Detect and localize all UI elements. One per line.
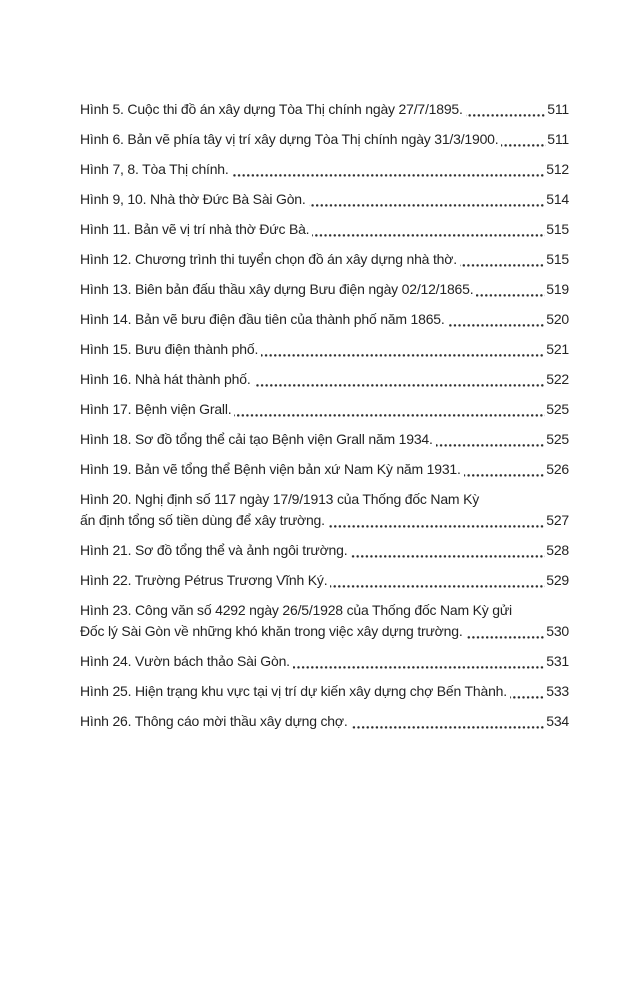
toc-entry: [80, 570, 569, 591]
figure-caption: Hình 15. Bưu điện thành phố.: [80, 341, 259, 357]
dot-leader: [460, 264, 545, 267]
page-number: 529: [546, 572, 569, 588]
page-number: 533: [546, 683, 569, 699]
figure-caption: Hình 11. Bản vẽ vị trí nhà thờ Đức Bà.: [80, 221, 310, 237]
figure-caption: Hình 5. Cuộc thi đồ án xây dựng Tòa Thị chính ngày 27/7/1895.: [80, 101, 463, 117]
toc-entry-line: [80, 459, 569, 480]
figure-caption: Hình 25. Hiện trạng khu vực tại vị trí dự kiến xây dựng chợ Bến Thành.: [80, 683, 507, 699]
dot-leader: [350, 555, 545, 558]
figure-caption: Hình 14. Bản vẽ bưu điện đầu tiên của thành phố năm 1865.: [80, 311, 445, 327]
page-number: 527: [546, 512, 569, 528]
toc-entry-line: [80, 309, 569, 330]
toc-entry: [80, 159, 569, 180]
toc-entry: [80, 129, 569, 150]
figure-caption: Hình 13. Biên bản đấu thầu xây dựng Bưu điện ngày 02/12/1865.: [80, 281, 474, 297]
dot-leader: [466, 114, 547, 117]
page-number: 511: [547, 131, 569, 147]
figure-list: [80, 99, 569, 741]
dot-leader: [328, 525, 545, 528]
toc-entry: [80, 339, 569, 360]
dot-leader: [510, 696, 545, 699]
toc-entry: [80, 711, 569, 732]
dot-leader: [464, 474, 546, 477]
toc-entry-line: [80, 489, 569, 510]
toc-entry-line: [80, 651, 569, 672]
toc-entry-line: [80, 159, 569, 180]
toc-entry: [80, 600, 569, 642]
page-number: 534: [546, 713, 569, 729]
toc-entry: [80, 99, 569, 120]
dot-leader: [466, 636, 546, 639]
toc-entry: [80, 249, 569, 270]
dot-leader: [330, 585, 545, 588]
toc-entry-line: [80, 681, 569, 702]
toc-entry: [80, 651, 569, 672]
toc-entry-line: [80, 399, 569, 420]
figure-caption: Hình 24. Vườn bách thảo Sài Gòn.: [80, 653, 290, 669]
toc-entry-line: [80, 339, 569, 360]
toc-entry: [80, 279, 569, 300]
page-number: 525: [546, 401, 569, 417]
toc-entry: [80, 219, 569, 240]
dot-leader: [309, 204, 546, 207]
dot-leader: [501, 144, 546, 147]
page-number: 515: [546, 221, 569, 237]
figure-caption: Hình 16. Nhà hát thành phố.: [80, 371, 251, 387]
toc-entry: [80, 681, 569, 702]
figure-caption: Hình 21. Sơ đồ tổng thể và ảnh ngôi trường.: [80, 542, 348, 558]
toc-entry-line: [80, 249, 569, 270]
figure-caption: Hình 17. Bệnh viện Grall.: [80, 401, 232, 417]
dot-leader: [261, 354, 545, 357]
page-number: 519: [546, 281, 569, 297]
figure-caption: Hình 19. Bản vẽ tổng thể Bệnh viện bản xứ Nam Kỳ năm 1931.: [80, 461, 461, 477]
page-number: 528: [546, 542, 569, 558]
page-number: 522: [546, 371, 569, 387]
toc-entry: [80, 369, 569, 390]
figure-caption: Đốc lý Sài Gòn về những khó khăn trong việc xây dựng trường.: [80, 623, 463, 639]
toc-entry: [80, 540, 569, 561]
toc-entry: [80, 309, 569, 330]
figure-caption: Hình 7, 8. Tòa Thị chính.: [80, 161, 229, 177]
page-number: 511: [547, 101, 569, 117]
page-number: 512: [546, 161, 569, 177]
toc-entry-line: [80, 570, 569, 591]
toc-entry-line: [80, 621, 569, 642]
toc-entry-line: [80, 711, 569, 732]
dot-leader: [476, 294, 545, 297]
dot-leader: [293, 666, 545, 669]
figure-caption: Hình 22. Trường Pétrus Trương Vĩnh Ký.: [80, 572, 328, 588]
toc-entry-line: [80, 219, 569, 240]
dot-leader: [254, 384, 546, 387]
toc-entry-line: [80, 99, 569, 120]
dot-leader: [312, 234, 545, 237]
page-number: 520: [546, 311, 569, 327]
toc-entry: [80, 459, 569, 480]
figure-caption: Hình 26. Thông cáo mời thầu xây dựng chợ.: [80, 713, 348, 729]
figure-caption: ấn định tổng số tiền dùng để xây trường.: [80, 512, 325, 528]
toc-entry-line: [80, 540, 569, 561]
figure-caption: Hình 18. Sơ đồ tổng thể cải tạo Bệnh viện Grall năm 1934.: [80, 431, 433, 447]
page-number: 515: [546, 251, 569, 267]
figure-caption: Hình 6. Bản vẽ phía tây vị trí xây dựng Tòa Thị chính ngày 31/3/1900.: [80, 131, 499, 147]
dot-leader: [234, 414, 545, 417]
page-number: 531: [546, 653, 569, 669]
page-number: 525: [546, 431, 569, 447]
dot-leader: [232, 174, 546, 177]
toc-entry-line: [80, 279, 569, 300]
figure-caption: Hình 23. Công văn số 4292 ngày 26/5/1928 của Thống đốc Nam Kỳ gửi: [80, 602, 512, 618]
toc-entry: [80, 189, 569, 210]
toc-entry-line: [80, 429, 569, 450]
toc-entry-line: [80, 189, 569, 210]
toc-entry-line: [80, 369, 569, 390]
figure-caption: Hình 12. Chương trình thi tuyển chọn đồ án xây dựng nhà thờ.: [80, 251, 457, 267]
page-number: 530: [546, 623, 569, 639]
page-number: 526: [546, 461, 569, 477]
toc-entry: [80, 399, 569, 420]
toc-entry-line: [80, 600, 569, 621]
dot-leader: [436, 444, 546, 447]
page-number: 521: [546, 341, 569, 357]
toc-entry: [80, 489, 569, 531]
figure-caption: Hình 9, 10. Nhà thờ Đức Bà Sài Gòn.: [80, 191, 306, 207]
figure-caption: Hình 20. Nghị định số 117 ngày 17/9/1913 của Thống đốc Nam Kỳ: [80, 491, 480, 507]
dot-leader: [448, 324, 546, 327]
dot-leader: [351, 726, 546, 729]
toc-entry-line: [80, 510, 569, 531]
toc-entry: [80, 429, 569, 450]
page-number: 514: [546, 191, 569, 207]
toc-entry-line: [80, 129, 569, 150]
